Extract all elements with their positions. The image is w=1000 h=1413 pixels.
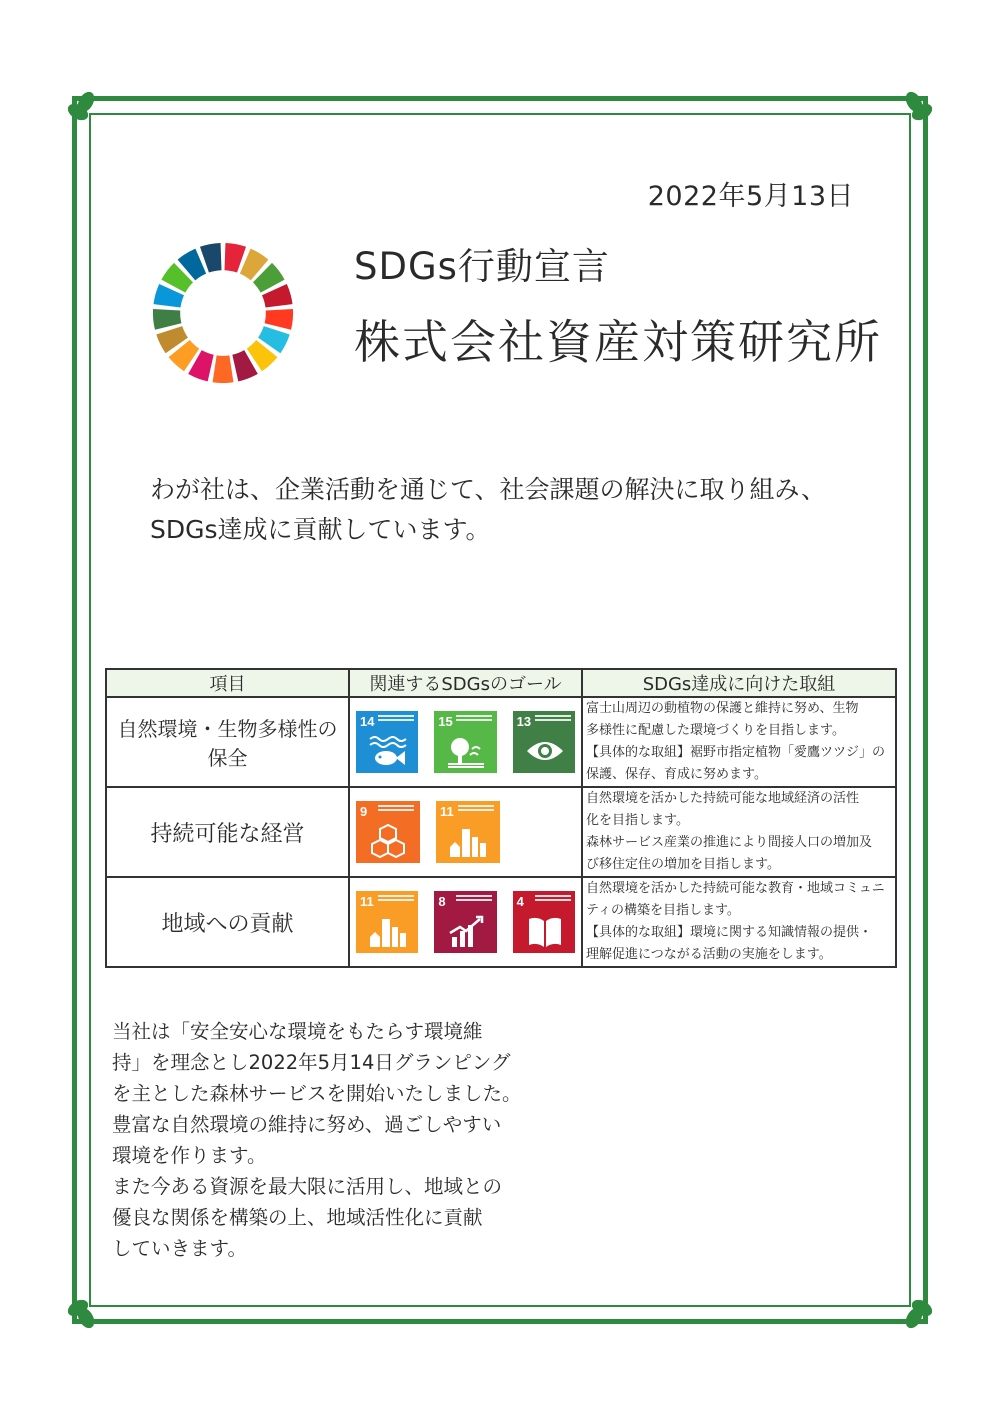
- sdg-goal-8-tile: [434, 891, 496, 953]
- table-row: [106, 877, 896, 967]
- wheel-segment: [213, 355, 234, 383]
- row-actions: [582, 697, 896, 787]
- column-header-actions: SDGs達成に向けた取組: [582, 669, 896, 697]
- closing-line: を主とした森林サービスを開始いたしました。: [112, 1082, 522, 1105]
- row-goals: [349, 697, 582, 787]
- action-line: 自然環境を活かした持続可能な地域経済の活性: [586, 791, 860, 806]
- row-item: 自然環境・生物多様性の保全: [106, 697, 349, 787]
- book-icon: [525, 913, 565, 949]
- goal-number: 4: [516, 894, 524, 909]
- fish-icon: [368, 733, 408, 769]
- goal-number: 11: [360, 894, 374, 909]
- leaf-corner-icon: [66, 90, 106, 130]
- sdgs-goals-table: [105, 668, 897, 968]
- row-item: 持続可能な経営: [106, 787, 349, 877]
- closing-line: 豊富な自然環境の維持に努め、過ごしやすい: [112, 1113, 502, 1136]
- sdg-goal-14-tile: [356, 711, 418, 773]
- leaf-corner-icon: [894, 90, 934, 130]
- action-line: 【具体的な取組】環境に関する知識情報の提供・: [586, 925, 873, 940]
- sdg-goal-13-tile: [513, 711, 575, 773]
- row-goals: [349, 877, 582, 967]
- column-header-item: 項目: [106, 669, 349, 697]
- wheel-segment: [153, 309, 181, 330]
- sdg-goal-4-tile: [513, 891, 575, 953]
- leaf-corner-icon: [66, 1290, 106, 1330]
- action-line: 理解促進につながる活動の実施をします。: [586, 947, 832, 962]
- goal-number: 15: [438, 714, 453, 729]
- city-icon: [448, 823, 488, 859]
- goal-number: 9: [360, 804, 368, 819]
- action-line: 保護、保存、育成に努めます。: [586, 767, 767, 782]
- row-actions: [582, 877, 896, 967]
- company-name: 株式会社資産対策研究所: [354, 315, 882, 369]
- closing-line: していきます。: [112, 1237, 247, 1260]
- goal-number: 14: [360, 714, 375, 729]
- intro-line: SDGs達成に貢献しています。: [150, 515, 491, 544]
- growth-chart-icon: [446, 913, 486, 949]
- closing-line: 持」を理念とし2022年5月14日グランピング: [112, 1051, 511, 1074]
- eye-icon: [525, 733, 565, 769]
- table-row: [106, 787, 896, 877]
- action-line: 森林サービス産業の推進により間接人口の増加及: [586, 835, 873, 850]
- action-line: ティの構築を目指します。: [586, 903, 740, 918]
- action-line: 【具体的な取組】裾野市指定植物「愛鷹ツツジ」の: [586, 745, 886, 760]
- sdg-goal-11-tile: [436, 801, 500, 863]
- row-actions: [582, 787, 896, 877]
- closing-line: 当社は「安全安心な環境をもたらす環境維: [112, 1020, 483, 1043]
- closing-line: また今ある資源を最大限に活用し、地域との: [112, 1175, 503, 1198]
- document-date: 2022年5月13日: [647, 181, 854, 212]
- closing-line: 優良な関係を構築の上、地域活性化に貢献: [112, 1206, 483, 1229]
- table-row: [106, 697, 896, 787]
- city-icon: [368, 913, 408, 949]
- closing-statement: [112, 1016, 522, 1264]
- row-goals: [349, 787, 582, 877]
- leaf-corner-icon: [894, 1290, 934, 1330]
- intro-line: わが社は、企業活動を通じて、社会課題の解決に取り組み、: [150, 475, 827, 504]
- goal-number: 11: [440, 804, 454, 819]
- sdg-goal-15-tile: [434, 711, 496, 773]
- sdg-goal-9-tile: [356, 801, 420, 863]
- goal-number: 13: [516, 714, 532, 729]
- closing-line: 環境を作ります。: [112, 1144, 267, 1167]
- action-line: 化を目指します。: [586, 813, 689, 828]
- action-line: 多様性に配慮した環境づくりを目指します。: [586, 723, 845, 738]
- tree-icon: [446, 733, 486, 769]
- page-title: SDGs行動宣言: [354, 245, 610, 288]
- action-line: 自然環境を活かした持続可能な教育・地域コミュニ: [586, 881, 885, 896]
- intro-text: [150, 470, 910, 550]
- sdg-goal-11-tile: [356, 891, 418, 953]
- sdgs-wheel-logo: [150, 240, 296, 386]
- wheel-segment: [265, 309, 293, 330]
- goal-number: 8: [438, 894, 446, 909]
- row-item: 地域への貢献: [106, 877, 349, 967]
- action-line: び移住定住の増加を目指します。: [586, 857, 780, 872]
- action-line: 富士山周辺の動植物の保護と維持に努め、生物: [586, 701, 859, 716]
- column-header-goals: 関連するSDGsのゴール: [349, 669, 582, 697]
- table-header-row: [106, 669, 896, 697]
- cubes-icon: [368, 823, 408, 859]
